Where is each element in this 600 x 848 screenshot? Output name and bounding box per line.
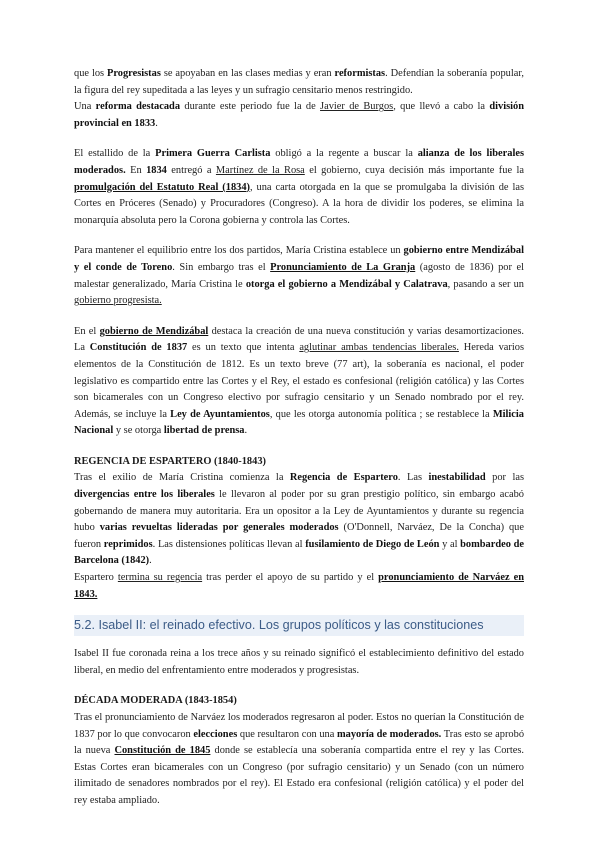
paragraph-espartero	[74, 470, 524, 570]
text-run: (agosto de 1836) por el malestar generalizado, María Cristina le	[74, 261, 524, 290]
bold-text: varias revueltas lideradas por generales moderados	[99, 522, 339, 534]
text-run: que los	[74, 68, 108, 79]
paragraph-guerra-carlista	[74, 146, 524, 229]
bold-text: pronunciamiento de Narváez en 1843.	[74, 572, 524, 600]
text-run: durante este periodo fue la de	[180, 101, 321, 113]
underlined-text: Javier de Burgos	[320, 101, 394, 113]
bold-text: Progresistas	[107, 68, 161, 79]
spacer	[74, 679, 524, 693]
spacer	[74, 310, 524, 324]
underlined-text: termina su regencia	[117, 572, 203, 584]
text-run: . Las distensiones políticas llevan al	[152, 538, 306, 550]
text-run: el gobierno, cuya decisión más importante fue la	[304, 164, 525, 176]
bold-text: Constitución de 1845	[114, 745, 211, 757]
bold-text: reforma destacada	[95, 101, 181, 113]
bold-text: mayoría de moderados.	[337, 728, 442, 740]
text-run: , pasando a ser un	[447, 278, 524, 290]
paragraph-isabel	[74, 646, 524, 679]
paragraph-decada-moderada	[74, 710, 524, 810]
bold-text: bombardeo de Barcelona (1842)	[74, 538, 525, 567]
text-run: . Defendían la soberanía popular, la figura del rey supeditada a las leyes y un sufragio censitario menos restringido.	[74, 68, 524, 96]
bold-text: Ley de Ayuntamientos	[170, 408, 270, 420]
bold-text: libertad de prensa	[163, 425, 245, 437]
spacer	[74, 229, 524, 243]
bold-text: Pronunciamiento de La Granja	[270, 261, 416, 273]
text-run: es un texto que intenta	[187, 342, 300, 354]
text-run: destaca la creación de una nueva constitución y varias desamortizaciones. La	[74, 325, 524, 354]
bold-text: elecciones	[193, 728, 238, 740]
bold-text: gobierno entre Mendizábal y el conde de Toreno	[74, 245, 524, 273]
text-run: se apoyaban en las clases medias y eran	[160, 68, 335, 79]
text-run: .	[244, 425, 248, 437]
text-run: Tras el exilio de María Cristina comienza la	[74, 472, 290, 484]
text-run: En el	[74, 325, 100, 337]
text-run: y se otorga	[113, 425, 164, 437]
heading-regencia-espartero: REGENCIA DE ESPARTERO (1840-1843)	[74, 455, 266, 467]
text-run: tras perder el apoyo de su partido y el	[202, 572, 379, 584]
bold-text: alianza de los liberales moderados.	[74, 148, 525, 176]
text-run: Tras esto se aprobó la nueva	[74, 728, 525, 757]
text-run: entregó a	[166, 164, 216, 176]
underlined-text: gobierno progresista.	[74, 295, 162, 307]
text-run: donde se establecía una soberanía compartida entre el rey y las Cortes. Estas Cortes eran bicamerales con un Congreso (por sufragio censitario) y un Senado (con un número ilimitado de senadores nombrados por el rey). El Estado era confesional (religión católica) y el poder del rey estaba ampliado.	[74, 745, 524, 806]
bold-text: otorga el gobierno a Mendizábal y Calatrava	[245, 278, 448, 290]
text-run: Hereda varios elementos de la Constitución de 1812. Es un texto breve (77 art), la soberanía es nacional, el poder legislativo es compartido entre las Cortes y el Rey, el estado es confesional (religión católica) y las Cortes son bicamerales con un Congreso electivo por sufragio censitario y un Senado nombrado por el rey. Además, se incluye la	[74, 342, 524, 420]
text-run: , que llevó a cabo la	[393, 101, 490, 113]
text-run: Una	[74, 101, 96, 113]
bold-text: promulgación del Estatuto Real (1834)	[74, 181, 250, 193]
text-run: , que les otorga autonomía política ; se restablece la	[269, 408, 493, 420]
underlined-text: Martínez de la Rosa	[215, 164, 305, 176]
text-run: le llevaron al poder por su gran prestigio político, sin embargo acabó gobernando de manera muy autoritaria. Era un opositor a la Ley de Ayuntamientos y durante su regencia hubo	[74, 489, 524, 534]
underlined-text: aglutinar ambas tendencias liberales.	[299, 342, 459, 354]
heading-decada-moderada: DÉCADA MODERADA (1843-1854)	[74, 695, 237, 707]
text-run: , una carta otorgada en la que se promulgaba la división de las Cortes en Próceres (Senado) y Procuradores (Congreso). A la hora de dividir los poderes, se elimina la monarquía absoluta pero la Corona gobierna y controla las Cortes.	[74, 181, 524, 226]
text-run: (O'Donnell, Narváez, De la Concha) que fueron	[74, 522, 524, 550]
bold-text: Constitución de 1837	[89, 342, 188, 354]
paragraph-reforma	[74, 99, 524, 132]
bold-text: reprimidos	[103, 538, 153, 550]
document-page	[74, 66, 524, 810]
bold-text: 1834	[146, 164, 167, 176]
text-run: Tras el pronunciamiento de Narváez los moderados regresaron al poder. Estos no querían la Constitución de 1837 por lo que convocaron	[74, 712, 524, 740]
text-run: El estallido de la	[74, 148, 156, 160]
bold-text: división provincial en 1833	[74, 101, 524, 129]
bold-text: Regencia de Espartero	[289, 472, 398, 484]
spacer	[74, 440, 524, 454]
bold-text: Milicia Nacional	[74, 408, 524, 437]
text-run: . Sin embargo tras el	[172, 261, 271, 273]
paragraph-mendizabal	[74, 324, 524, 440]
bold-text: reformistas	[334, 68, 386, 79]
bold-text: gobierno de Mendizábal	[99, 325, 209, 337]
spacer	[74, 132, 524, 146]
text-run: obligó a la regente a buscar la	[270, 148, 418, 160]
text-run: En	[125, 164, 147, 176]
text-run: por las	[485, 472, 525, 484]
text-run: .	[155, 117, 158, 129]
paragraph-progresistas	[74, 66, 524, 99]
text-run: Isabel II fue coronada reina a los trece años y su reinado significó el establecimiento definitivo del estado liberal, en medio del enfrentamiento entre moderados y progresistas.	[74, 648, 524, 676]
text-run: Para mantener el equilibrio entre los dos partidos, María Cristina establece un	[74, 245, 404, 257]
bold-text: divergencias entre los liberales	[74, 489, 215, 501]
bold-text: inestabilidad	[428, 472, 486, 484]
section-title: 5.2. Isabel II: el reinado efectivo. Los grupos políticos y las constituciones	[74, 615, 524, 636]
text-run: que resultaron con una	[237, 728, 338, 740]
bold-text: Primera Guerra Carlista	[155, 148, 271, 160]
text-run: Espartero	[74, 572, 118, 584]
text-run: y al	[439, 538, 461, 550]
bold-text: fusilamiento de Diego de León	[305, 538, 440, 550]
paragraph-equilibrio	[74, 243, 524, 309]
paragraph-fin-regencia	[74, 570, 524, 603]
text-run: .	[149, 555, 152, 567]
text-run: . Las	[397, 472, 429, 484]
